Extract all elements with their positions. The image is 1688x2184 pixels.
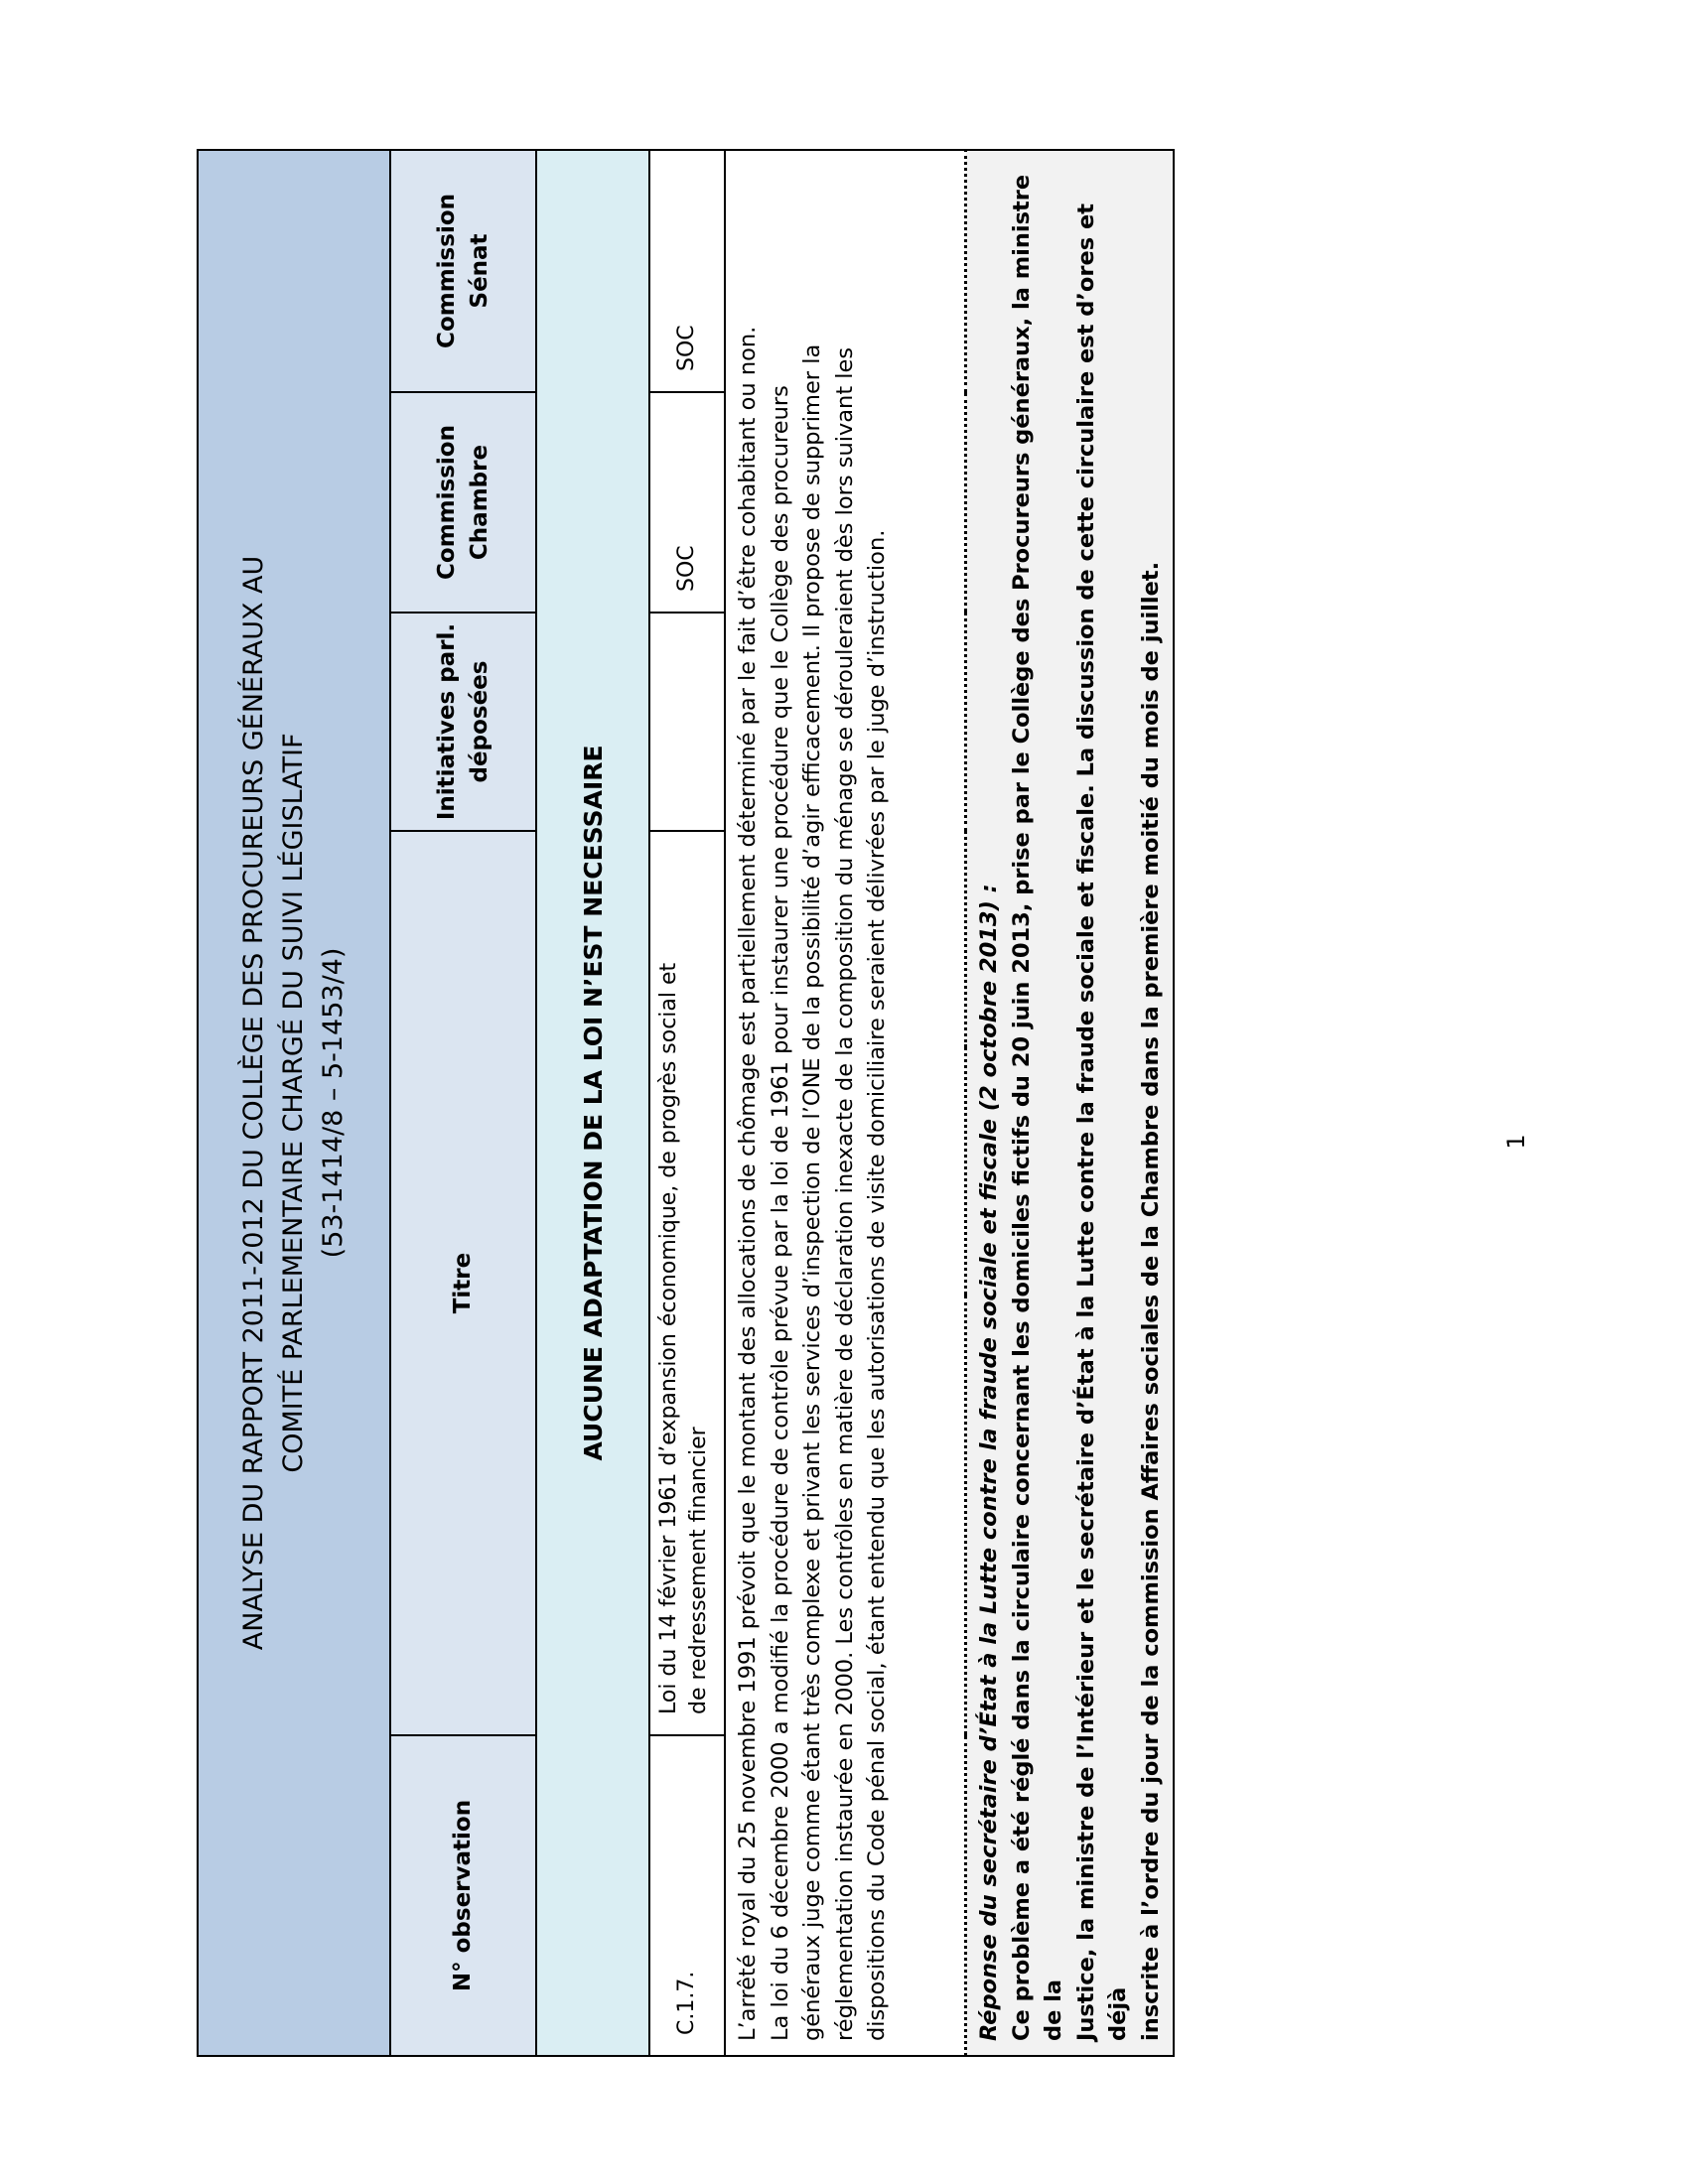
header-row bbox=[198, 150, 390, 2056]
observation-initiatives bbox=[649, 613, 725, 831]
table-title bbox=[198, 150, 390, 2056]
column-header-row bbox=[390, 150, 536, 2056]
observation-row bbox=[649, 150, 725, 2056]
title-line-2: COMITÉ PARLEMENTAIRE CHARGÉ DU SUIVI LÉGISLATIF bbox=[278, 733, 309, 1473]
response-line: inscrite à l’ordre du jour de la commission Affaires sociales de la Chambre dans la première moitié du mois de juillet. bbox=[1137, 561, 1164, 2041]
observation-senat: SOC bbox=[649, 150, 725, 392]
title-line-1: ANALYSE DU RAPPORT 2011-2012 DU COLLÈGE DES PROCUREURS GÉNÉRAUX AU bbox=[238, 555, 269, 1651]
description-line: dispositions du Code pénal social, étant entendu que les autorisations de visite domiciliaire seraient délivrées par le juge d’instruction. bbox=[864, 529, 890, 2041]
response-heading: Réponse du secrétaire d’État à la Lutte contre la fraude sociale et fiscale (2 octobre 2013) : bbox=[976, 884, 1002, 2041]
observation-chambre: SOC bbox=[649, 392, 725, 613]
description-line: réglementation instaurée en 2000. Les contrôles en matière de déclaration inexacte de la composition du ménage se dérouleraient dès lors suivant les bbox=[831, 346, 858, 2041]
observation-number: C.1.7. bbox=[649, 1735, 725, 2056]
section-row bbox=[536, 150, 649, 2056]
page-number: 1 bbox=[1502, 1134, 1530, 1150]
description-line: La loi du 6 décembre 2000 a modifié la procédure de contrôle prévue par la loi de 1961 pour instaurer une procédure que le Collège des procureurs bbox=[767, 385, 793, 2041]
observation-title: Loi du 14 février 1961 d’expansion économique, de progrès social et de redressement financier bbox=[649, 831, 725, 1735]
response-row bbox=[966, 150, 1175, 2056]
response-line: Justice, la ministre de l’Intérieur et le secrétaire d’État à la Lutte contre la fraude sociale et fiscale. La discussion de cette circulaire est d’ores et déjà bbox=[1072, 204, 1131, 2041]
response-cell bbox=[966, 150, 1175, 2056]
col-commission-chambre: Commission Chambre bbox=[390, 392, 536, 613]
description-row bbox=[725, 150, 966, 2056]
col-initiatives: Initiatives parl. déposées bbox=[390, 613, 536, 831]
col-observation: N° observation bbox=[390, 1735, 536, 2056]
observation-description bbox=[725, 150, 966, 2056]
title-line-3: (53-1414/8 – 5-1453/4) bbox=[318, 947, 349, 1259]
col-titre: Titre bbox=[390, 831, 536, 1735]
description-line: L’arrêté royal du 25 novembre 1991 prévoit que le montant des allocations de chômage est partiellement déterminé par le fait d’être cohabitant ou non. bbox=[735, 326, 761, 2041]
response-line: Ce problème a été réglé dans la circulaire concernant les domiciles fictifs du 20 juin 2013, prise par le Collège des Procureurs généraux, la ministre de la bbox=[1008, 174, 1066, 2041]
section-heading: AUCUNE ADAPTATION DE LA LOI N’EST NECESSAIRE bbox=[536, 150, 649, 2056]
col-commission-senat: Commission Sénat bbox=[390, 150, 536, 392]
analysis-table bbox=[197, 149, 1175, 2057]
description-line: généraux juge comme étant très complexe et privant les services d’inspection de l’ONE de la possibilité d’agir efficacement. Il propose de supprimer la bbox=[799, 343, 825, 2041]
rotated-page bbox=[197, 151, 1164, 2057]
